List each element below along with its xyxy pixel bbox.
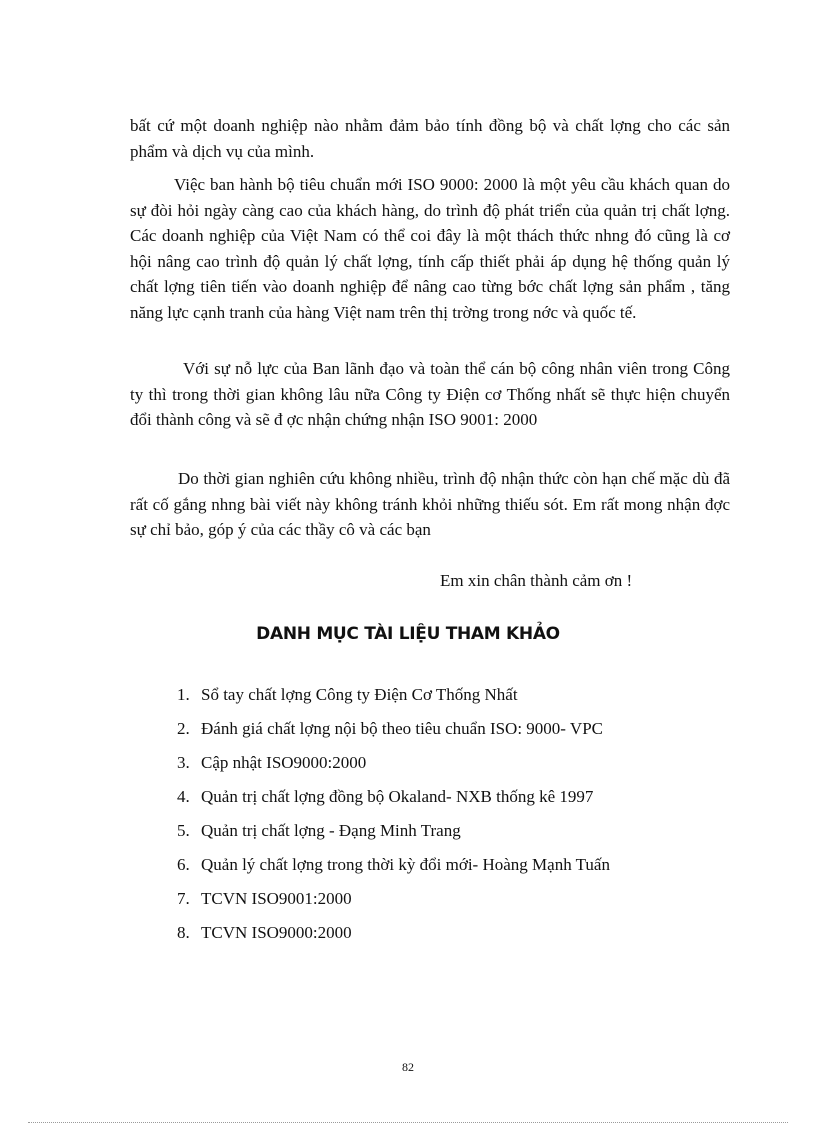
reference-item bbox=[177, 920, 737, 954]
reference-item bbox=[177, 682, 737, 716]
reference-text: Cập nhật ISO9000:2000 bbox=[201, 753, 367, 772]
reference-number: 7. bbox=[177, 889, 190, 908]
reference-number: 6. bbox=[177, 855, 190, 874]
reference-text: TCVN ISO9000:2000 bbox=[201, 923, 352, 942]
paragraph-limitations: Do thời gian nghiên cứu không nhiều, trình độ nhận thức còn hạn chế mặc dù đã rất cố gắng nhng bài viết này không tránh khỏi những thiếu sót. Em rất mong nhận đợc sự chỉ bảo, góp ý của các thầy cô và các bạn bbox=[130, 469, 730, 539]
page-number: 82 bbox=[402, 1060, 414, 1074]
reference-number: 8. bbox=[177, 923, 190, 942]
reference-item bbox=[177, 886, 737, 920]
references-list bbox=[177, 682, 737, 954]
reference-number: 3. bbox=[177, 753, 190, 772]
reference-item bbox=[177, 818, 737, 852]
paragraph-iso-standard: Việc ban hành bộ tiêu chuẩn mới ISO 9000: 2000 là một yêu cầu khách quan do sự đòi hỏi ngày càng cao của khách hàng, do trình độ phát triển của quản trị chất lợng. Các doanh nghiệp của Việt Nam có thể coi đây là một thách thức nhng đó cũng là cơ hội nâng cao trình độ quản lý chất lợng, tính cấp thiết phải áp dụng hệ thống quản lý chất lợng tiên tiến vào doanh nghiệp để nâng cao từng bớc chất lợng sản phẩm , tăng năng lực cạnh tranh của hàng Việt nam trên thị trờng trong nớc và quốc tế. bbox=[130, 175, 730, 322]
paragraph-company-effort: Với sự nỗ lực của Ban lãnh đạo và toàn thể cán bộ công nhân viên trong Công ty thì trong thời gian không lâu nữa Công ty Điện cơ Thống nhất sẽ thực hiện chuyển đổi thành công và sẽ đ ợc nhận chứng nhận ISO 9001: 2000 bbox=[130, 359, 730, 429]
reference-number: 2. bbox=[177, 719, 190, 738]
reference-text: Sổ tay chất lợng Công ty Điện Cơ Thống Nhất bbox=[201, 685, 518, 704]
paragraph-intro-continuation: bất cứ một doanh nghiệp nào nhằm đảm bảo tính đồng bộ và chất lợng cho các sản phẩm và dịch vụ của mình. bbox=[130, 116, 730, 161]
reference-text: Đánh giá chất lợng nội bộ theo tiêu chuẩn ISO: 9000- VPC bbox=[201, 719, 603, 738]
reference-item bbox=[177, 750, 737, 784]
reference-item bbox=[177, 784, 737, 818]
references-heading: DANH MỤC TÀI LIỆU THAM KHẢO bbox=[256, 624, 560, 644]
reference-number: 1. bbox=[177, 685, 190, 704]
reference-text: Quản trị chất lợng - Đạng Minh Trang bbox=[201, 821, 461, 840]
reference-number: 5. bbox=[177, 821, 190, 840]
reference-number: 4. bbox=[177, 787, 190, 806]
reference-text: TCVN ISO9001:2000 bbox=[201, 889, 352, 908]
reference-text: Quản lý chất lợng trong thời kỳ đổi mới- Hoàng Mạnh Tuấn bbox=[201, 855, 610, 874]
thanks-line: Em xin chân thành cảm ơn ! bbox=[440, 571, 633, 590]
reference-item bbox=[177, 716, 737, 750]
reference-text: Quản trị chất lợng đồng bộ Okaland- NXB thống kê 1997 bbox=[201, 787, 594, 806]
reference-item bbox=[177, 852, 737, 886]
